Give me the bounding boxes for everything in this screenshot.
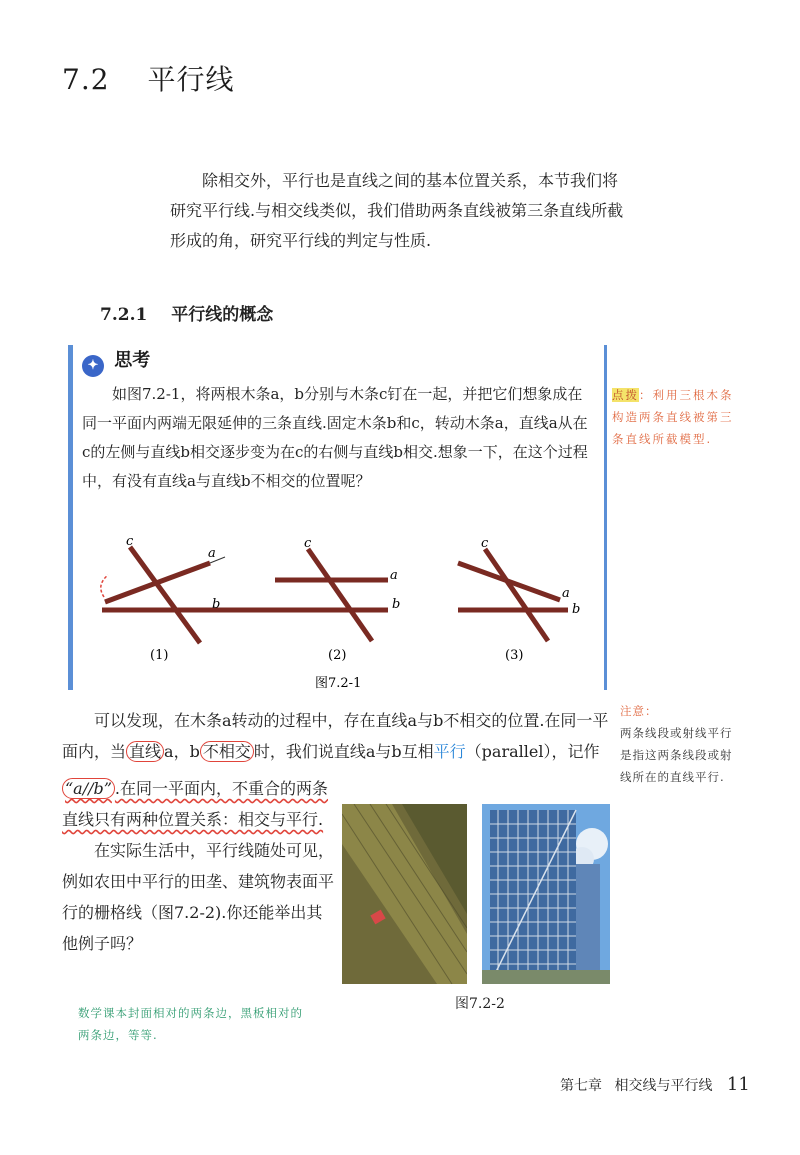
- figure2-caption: 图7.2-2: [455, 996, 505, 1012]
- page-title: [62, 58, 234, 98]
- body-p1-b: a，b: [164, 742, 200, 761]
- body-p1-d: （parallel），记作: [465, 742, 600, 761]
- panel2-letter-b: b: [392, 597, 401, 612]
- notation-a-parallel-b: “a//b”: [62, 778, 115, 799]
- hint-label: 点拨: [612, 388, 639, 402]
- figure1-caption: 图7.2-1: [315, 676, 362, 691]
- footer-chapter-title: 相交线与平行线: [614, 1078, 713, 1094]
- stick-c: [308, 549, 372, 641]
- circled-word-line: 直线: [126, 741, 164, 762]
- panel1-letter-c: c: [126, 535, 134, 549]
- section-title: 平行线: [147, 63, 235, 96]
- think-box-right-bar: [604, 345, 607, 690]
- panel2-letter-c: c: [304, 536, 312, 551]
- think-heading-label: 思考: [114, 350, 151, 371]
- rotation-arrow: [101, 575, 108, 597]
- figure-panel-3: [458, 536, 580, 663]
- figure-panel-1: [101, 535, 305, 663]
- think-paragraph: [82, 380, 594, 496]
- footer-chapter: 第七章: [560, 1078, 602, 1094]
- figure-panel-2: [275, 536, 400, 663]
- hint-note: [612, 384, 737, 450]
- body-p2: 在实际生活中，平行线随处可见，例如农田中平行的田垄、建筑物表面平行的栅格线（图7.2-2).你还能举出其他例子吗？: [62, 841, 335, 953]
- attention-note: [620, 700, 740, 788]
- panel2-letter-a: a: [390, 568, 398, 583]
- building-photo: [482, 804, 610, 984]
- intro-paragraph: [170, 166, 625, 256]
- panel1-letter-a: a: [208, 546, 216, 561]
- stick-c: [485, 549, 548, 641]
- circled-word-not-intersect: 不相交: [200, 741, 254, 762]
- panel3-letter-c: c: [481, 536, 489, 551]
- panel2-label: (2): [328, 648, 347, 663]
- panel3-letter-a: a: [562, 586, 570, 601]
- body-p1-a: 可以发现，在木条a转动的过程中，存在直线a与b不相交的位置.在同一平面内，当: [62, 711, 609, 761]
- hint-text: ：利用三根木条构造两条直线被第三条直线所截模型.: [612, 388, 734, 446]
- subsection-title: 平行线的概念: [171, 305, 274, 325]
- panel3-label: (3): [505, 648, 524, 663]
- stick-c: [130, 547, 200, 643]
- lightbulb-icon: ✦: [82, 355, 104, 377]
- panel1-letter-b: b: [212, 597, 221, 612]
- body-p1-cont: [62, 773, 337, 835]
- wrapped-text: [62, 773, 337, 959]
- figure-7-2-1: [90, 535, 600, 695]
- panel1-label: (1): [150, 648, 169, 663]
- think-text: 如图7.2-1，将两根木条a，b分别与木条c钉在一起，并把它们想象成在同一平面内两端无限延伸的三条直线.固定木条b和c，转动木条a，直线a从在c的左侧与直线b相交逐步变为在c的右侧与直线b相交.想象一下，在这个过程中，有没有直线a与直线b不相交的位置呢？: [82, 385, 588, 490]
- page-number: 11: [726, 1074, 750, 1095]
- body-p1-e: .在同一平面内，不重合的两条直线只有两种位置关系：相交与平行.: [62, 779, 329, 829]
- think-box-left-bar: [68, 345, 73, 690]
- body-paragraph-1: [62, 705, 622, 767]
- subsection-heading: [100, 300, 273, 325]
- term-parallel: 平行: [433, 742, 466, 761]
- body-p1: [62, 705, 622, 767]
- farmland-photo: [342, 804, 467, 984]
- intro-text: 除相交外，平行也是直线之间的基本位置关系，本节我们将研究平行线.与相交线类似，我们借助两条直线被第三条直线所截形成的角，研究平行线的判定与性质.: [170, 171, 624, 250]
- think-heading: [82, 346, 150, 377]
- attention-text: 两条线段或射线平行是指这两条线段或射线所在的直线平行.: [620, 726, 733, 784]
- body-p1-c: 时，我们说直线a与b互相: [253, 742, 434, 761]
- section-number: 7.2: [62, 63, 110, 96]
- attention-label: 注意：: [620, 704, 658, 718]
- handwritten-answer: 数学课本封面相对的两条边，黑板相对的两条边，等等.: [78, 1006, 303, 1042]
- panel3-letter-b: b: [572, 602, 581, 617]
- page-footer: [560, 1074, 750, 1095]
- subsection-number: 7.2.1: [100, 305, 148, 325]
